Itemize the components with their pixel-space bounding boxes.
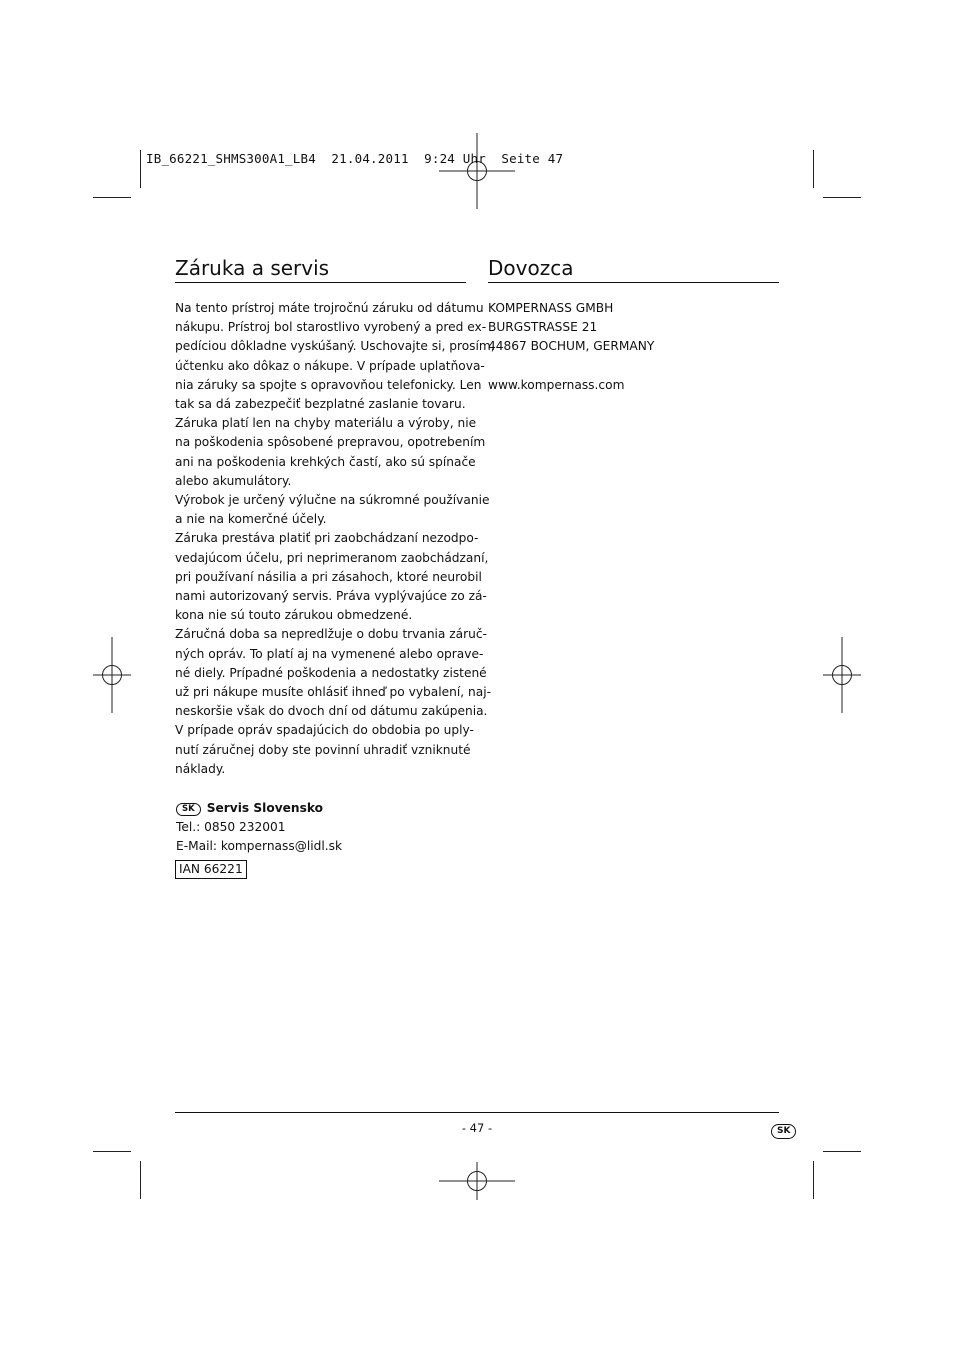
warranty-line: a nie na komerčné účely. [175, 512, 327, 527]
address-line: BURGSTRASSE 21 [488, 320, 598, 335]
registration-mark-right [823, 637, 899, 713]
service-title: Servis Slovensko [206, 801, 324, 815]
warranty-line: né diely. Prípadné poškodenia a nedostatky zistené [175, 665, 487, 680]
warranty-line: nutí záručnej doby ste povinní uhradiť vzniknuté [175, 742, 471, 757]
warranty-line: na poškodenia spôsobené prepravou, opotrebením [175, 435, 486, 450]
warranty-line: pri používaní násilia a pri zásahoch, ktoré neurobil [175, 569, 482, 584]
warranty-line: Záručná doba sa nepredlžuje o dobu trvania záruč- [175, 627, 487, 642]
address-line: KOMPERNASS GMBH [488, 301, 614, 315]
warranty-line: Záruka platí len na chyby materiálu a výroby, nie [175, 416, 477, 431]
crop-mark-bottom-left-vertical [140, 1161, 141, 1199]
warranty-line: už pri nákupe musíte ohlásiť ihneď po vybalení, naj- [175, 685, 491, 700]
crop-mark-top-left-horizontal [93, 197, 131, 198]
warranty-line: kona nie sú touto zárukou obmedzené. [175, 608, 413, 623]
warranty-line: alebo akumulátory. [175, 473, 292, 488]
crop-mark-bottom-right-vertical [813, 1161, 814, 1199]
service-contact [176, 799, 342, 857]
warranty-line: vedajúcom účelu, pri neprimeranom zaobchádzaní, [175, 550, 489, 565]
warranty-line: Záruka prestáva platiť pri zaobchádzaní nezodpo- [175, 531, 479, 546]
page-number: - 47 - [461, 1121, 493, 1135]
warranty-line: tak sa dá zabezpečiť bezplatné zaslanie tovaru. [175, 397, 466, 412]
warranty-line: ných opráv. To platí aj na vymenené alebo oprave- [175, 646, 484, 661]
ian-number-box: IAN 66221 [175, 860, 247, 879]
address-line: 44867 BOCHUM, GERMANY [488, 339, 655, 354]
crop-mark-top-right-horizontal [823, 197, 861, 198]
warranty-line: pedíciou dôkladne vyskúšaný. Uschovajte si, prosím, [175, 339, 495, 354]
warranty-line: Na tento prístroj máte trojročnú záruku od dátumu [175, 301, 484, 315]
print-slug: IB_66221_SHMS300A1_LB4 21.04.2011 9:24 Uhr Seite 47 [146, 151, 564, 166]
footer-sk-badge: SK [771, 1124, 796, 1139]
importer-title-rule [488, 282, 779, 283]
crop-mark-bottom-left-horizontal [93, 1151, 131, 1152]
warranty-line: náklady. [175, 761, 226, 776]
importer-website: www.kompernass.com [488, 378, 625, 392]
footer-language-badge [771, 1121, 796, 1139]
crop-mark-top-right-vertical [813, 150, 814, 188]
warranty-line: Výrobok je určený výlučne na súkromné používanie [175, 493, 490, 508]
service-email: E-Mail: kompernass@lidl.sk [176, 839, 343, 854]
service-phone: Tel.: 0850 232001 [176, 820, 286, 835]
registration-mark-top [439, 133, 515, 209]
registration-mark-bottom [439, 1143, 515, 1219]
importer-address [488, 299, 654, 357]
warranty-title-rule [175, 282, 466, 283]
registration-mark-left [93, 637, 169, 713]
crop-mark-top-left-vertical [140, 150, 141, 188]
warranty-line: nami autorizovaný servis. Práva vyplývajúce zo zá- [175, 589, 487, 604]
service-heading [176, 799, 342, 818]
country-badge: SK [176, 803, 201, 816]
warranty-line: V prípade opráv spadajúcich do obdobia po uply- [175, 723, 474, 738]
footer-rule [175, 1112, 779, 1113]
warranty-line: ani na poškodenia krehkých častí, ako sú spínače [175, 454, 476, 469]
warranty-line: neskoršie však do dvoch dní od dátumu zakúpenia. [175, 704, 488, 719]
importer-title: Dovozca [488, 256, 574, 280]
warranty-line: nia záruky sa spojte s opravovňou telefonicky. Len [175, 377, 482, 392]
warranty-line: nákupu. Prístroj bol starostlivo vyrobený a pred ex- [175, 320, 487, 335]
warranty-title: Záruka a servis [175, 256, 330, 280]
warranty-text [175, 299, 495, 779]
warranty-line: účtenku ako dôkaz o nákupe. V prípade uplatňova- [175, 358, 485, 373]
crop-mark-bottom-right-horizontal [823, 1151, 861, 1152]
